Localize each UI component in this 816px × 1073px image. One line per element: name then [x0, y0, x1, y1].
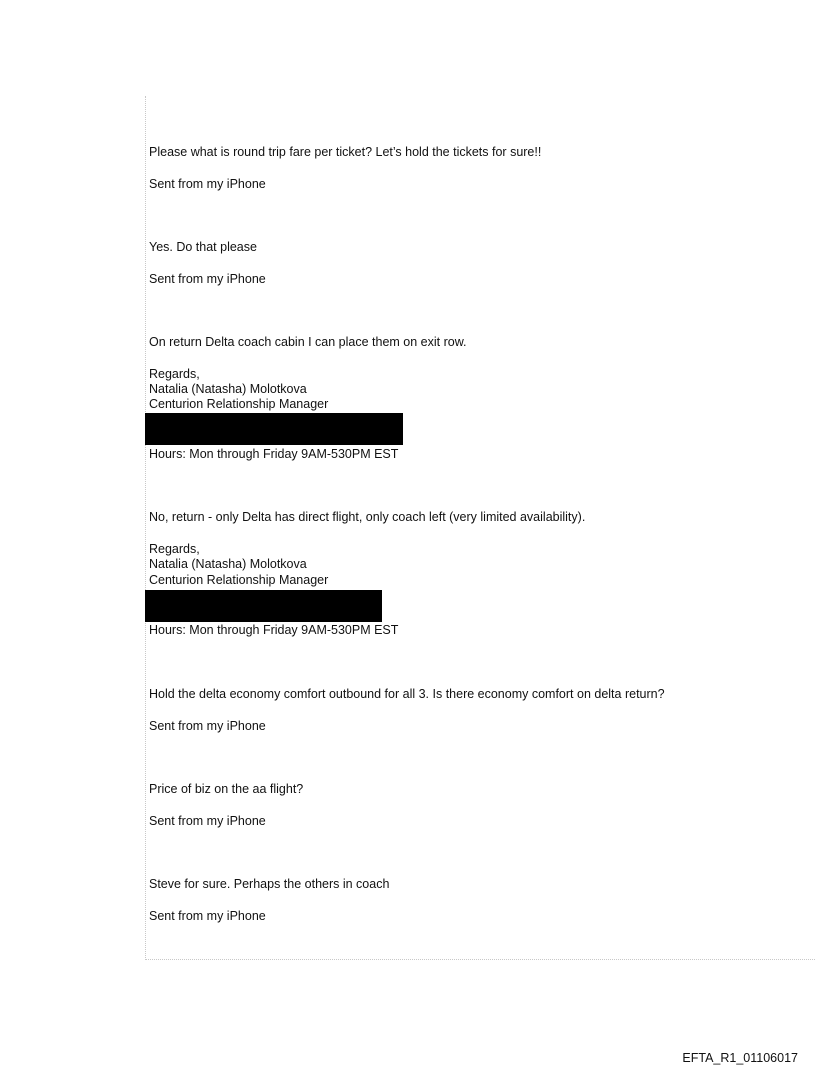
sign-off: Regards, — [149, 367, 200, 381]
sender-title: Centurion Relationship Manager — [149, 397, 329, 411]
office-hours: Hours: Mon through Friday 9AM-530PM EST — [149, 623, 399, 637]
message-body: Please what is round trip fare per ticket? Let’s hold the tickets for sure!! — [149, 145, 542, 159]
message-body: No, return - only Delta has direct flight, only coach left (very limited availability). — [149, 510, 586, 524]
sign-off: Regards, — [149, 542, 200, 556]
sender-title: Centurion Relationship Manager — [149, 573, 329, 587]
sender-name: Natalia (Natasha) Molotkova — [149, 382, 307, 396]
message-signature: Sent from my iPhone — [149, 177, 266, 191]
message-signature: Sent from my iPhone — [149, 909, 266, 923]
sender-name: Natalia (Natasha) Molotkova — [149, 557, 307, 571]
message-body: Yes. Do that please — [149, 240, 257, 254]
email-thread-frame — [145, 96, 815, 960]
office-hours: Hours: Mon through Friday 9AM-530PM EST — [149, 447, 399, 461]
message-body: Price of biz on the aa flight? — [149, 782, 304, 796]
message-body: Steve for sure. Perhaps the others in coach — [149, 877, 390, 891]
message-signature: Sent from my iPhone — [149, 814, 266, 828]
message-body: Hold the delta economy comfort outbound for all 3. Is there economy comfort on delta return? — [149, 687, 665, 701]
document-id: EFTA_R1_01106017 — [682, 1051, 798, 1065]
redaction-block — [145, 413, 403, 445]
message-signature: Sent from my iPhone — [149, 272, 266, 286]
message-signature: Sent from my iPhone — [149, 719, 266, 733]
redaction-block — [145, 590, 382, 622]
message-body: On return Delta coach cabin I can place them on exit row. — [149, 335, 467, 349]
